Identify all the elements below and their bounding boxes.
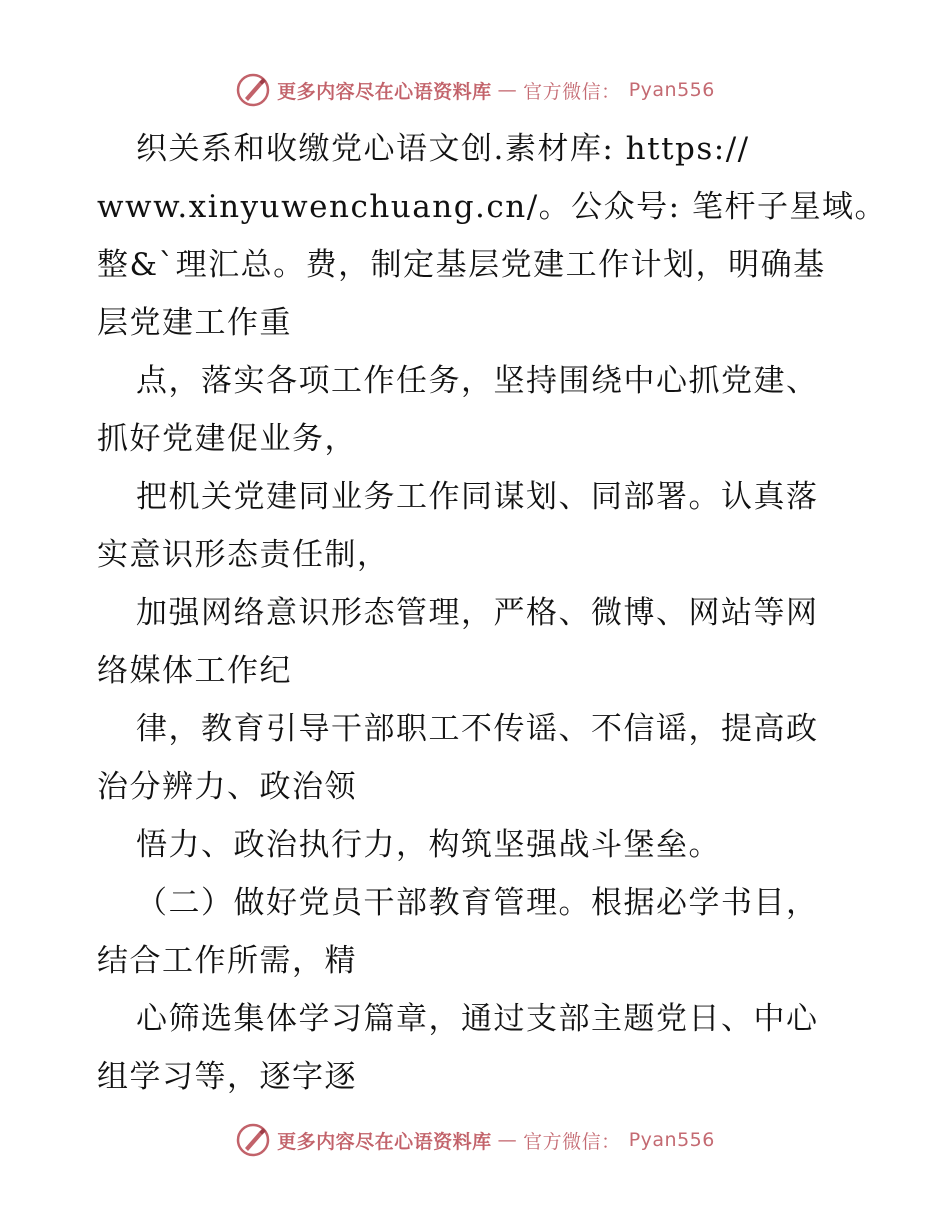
- watermark-wechat-id: Pyan556: [628, 79, 715, 101]
- pen-logo-icon: [235, 1122, 271, 1158]
- text-line: 治分辨力、政治领: [97, 769, 357, 805]
- pen-logo-icon: [235, 72, 271, 108]
- watermark-wechat-id: Pyan556: [628, 1129, 715, 1151]
- text-line: 点，落实各项工作任务，坚持围绕中心抓党建、: [136, 363, 819, 399]
- text-line: 把机关党建同业务工作同谋划、同部署。认真落: [136, 479, 819, 515]
- watermark-site-text: 更多内容尽在心语资料库: [277, 1130, 492, 1153]
- text-line: 心筛选集体学习篇章，通过支部主题党日、中心: [136, 1001, 819, 1037]
- watermark-official-label: 官方微信：: [523, 80, 621, 103]
- text-line: （二）做好党员干部教育管理。根据必学书目，: [136, 885, 819, 921]
- text-line: 层党建工作重: [97, 305, 292, 341]
- text-line: 整&`理汇总。费，制定基层党建工作计划，明确基: [97, 247, 826, 283]
- text-line: 律，教育引导干部职工不传谣、不信谣，提高政: [136, 711, 819, 747]
- watermark-header: [0, 70, 950, 110]
- watermark-dash: —: [497, 79, 518, 101]
- watermark-site-text: 更多内容尽在心语资料库: [277, 80, 492, 103]
- text-line: 实意识形态责任制，: [97, 537, 390, 573]
- text-line: 结合工作所需，精: [97, 943, 357, 979]
- watermark-dash: —: [497, 1129, 518, 1151]
- text-line: 加强网络意识形态管理，严格、微博、网站等网: [136, 595, 819, 631]
- watermark-official-label: 官方微信：: [523, 1130, 621, 1153]
- text-line: 络媒体工作纪: [97, 653, 292, 689]
- document-body: [97, 120, 887, 1106]
- text-line: 悟力、政治执行力，构筑坚强战斗堡垒。: [136, 827, 721, 863]
- text-line: www.xinyuwenchuang.cn/。公众号: 笔杆子星域。: [97, 189, 887, 225]
- text-line: 组学习等，逐字逐: [97, 1059, 357, 1095]
- text-line: 织关系和收缴党心语文创.素材库: https://: [136, 131, 750, 167]
- text-line: 抓好党建促业务，: [97, 421, 357, 457]
- watermark-footer: [0, 1120, 950, 1160]
